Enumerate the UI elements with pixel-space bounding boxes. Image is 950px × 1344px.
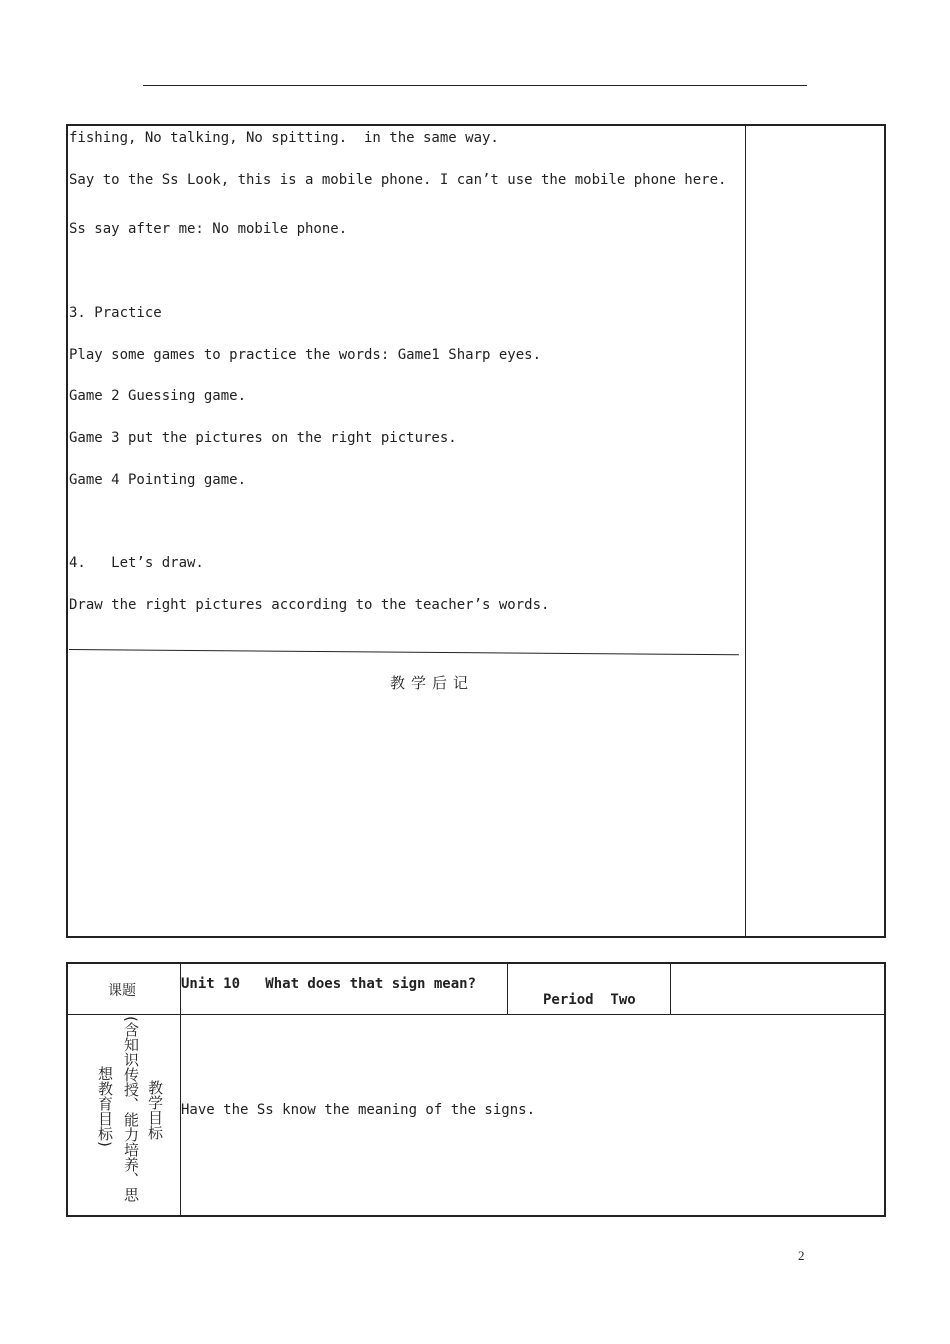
page-number: 2: [798, 1248, 805, 1263]
unit-title: Unit 10 What does that sign mean?: [181, 976, 477, 992]
header-rule: [143, 85, 807, 86]
section-heading-practice: 3. Practice: [69, 305, 162, 321]
section-heading-draw: 4. Let’s draw.: [69, 555, 204, 571]
table-divider: [180, 964, 181, 1215]
lesson-line: Game 2 Guessing game.: [69, 388, 247, 404]
goals-label-note: (含知识传授、能力培养、思: [122, 1016, 140, 1202]
table-divider: [670, 964, 671, 1014]
notes-column-divider: [745, 126, 746, 936]
lesson-line: Play some games to practice the words: Game1 Sharp eyes.: [69, 347, 542, 363]
goals-label: 教学目标: [146, 1080, 164, 1140]
period-label: Period Two: [543, 992, 636, 1008]
lesson-procedure-table: [66, 124, 886, 938]
afternote-heading: 教学后记: [390, 674, 475, 692]
lesson-line: Game 4 Pointing game.: [69, 472, 247, 488]
goals-label-note: 想教育目标): [96, 1066, 114, 1147]
lesson-plan-table: [66, 962, 886, 1217]
lesson-line: fishing, No talking, No spitting. in the same way.: [69, 130, 499, 146]
lesson-line: Ss say after me: No mobile phone.: [69, 221, 348, 237]
teaching-goal: Have the Ss know the meaning of the signs.: [181, 1102, 536, 1118]
lesson-line: Say to the Ss Look, this is a mobile phone. I can’t use the mobile phone here.: [69, 172, 727, 188]
table-divider: [507, 964, 508, 1014]
lesson-line: Game 3 put the pictures on the right pictures.: [69, 430, 457, 446]
lesson-line: Draw the right pictures according to the teacher’s words.: [69, 597, 550, 613]
section-divider: [69, 649, 739, 655]
topic-label: 课题: [108, 983, 136, 999]
table-divider: [68, 1014, 884, 1015]
